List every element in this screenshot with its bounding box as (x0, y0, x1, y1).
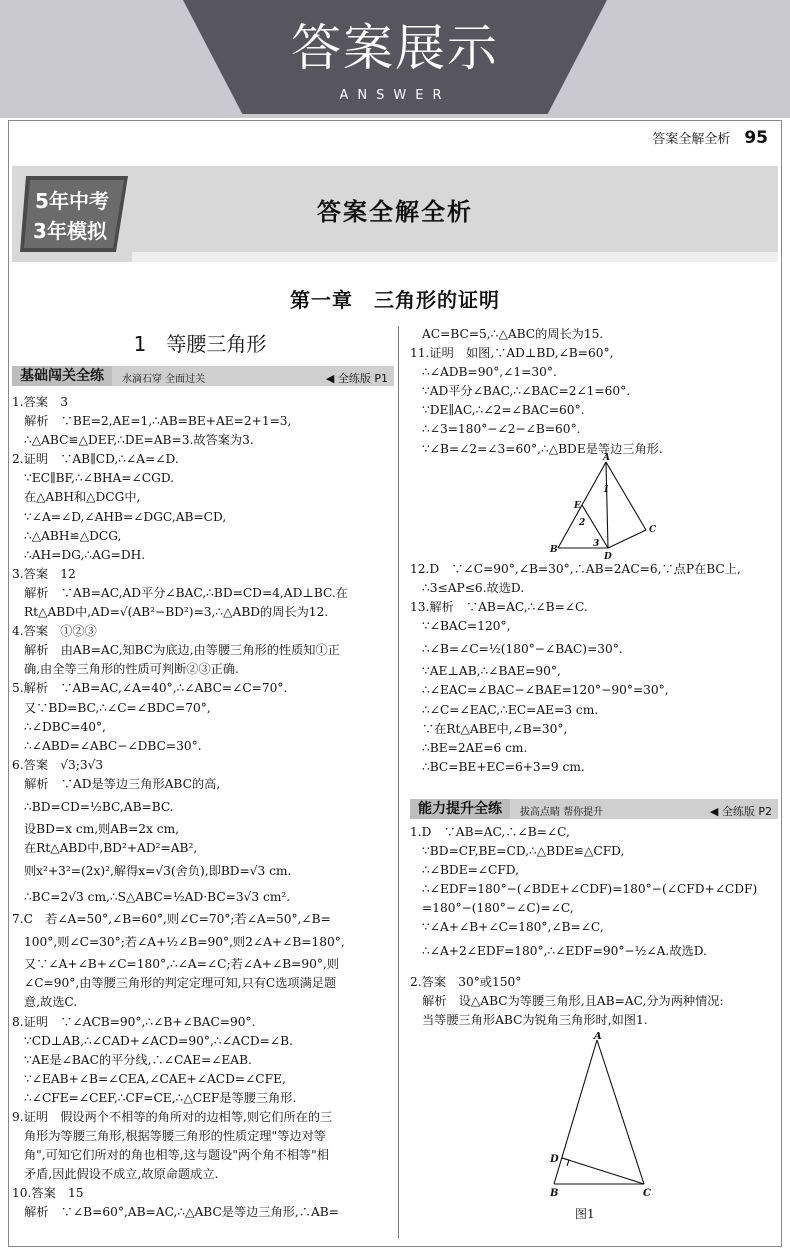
page-number: 95 (744, 128, 768, 148)
column-divider (398, 326, 399, 1238)
fig2-label-c: C (643, 1188, 651, 1199)
text-line: 2.证明 ∵AB∥CD,∴∠A=∠D. (12, 452, 179, 467)
text-line: ∴AH=DG,∴AG=DH. (24, 547, 146, 562)
text-line: ∴∠B=∠C=½(180°−∠BAC)=30°. (422, 642, 623, 657)
right-column-bottom (410, 973, 782, 1030)
text-line: 设BD=x cm,则AB=2x cm, (24, 821, 180, 836)
bar-ref-text: 全练版 P2 (721, 805, 772, 818)
text-line: 又∵BD=BC,∴∠C=∠BDC=70°, (24, 700, 211, 715)
fig1-label-c: C (649, 525, 657, 535)
fig2-label-b: B (550, 1188, 559, 1199)
text-line: ∴△ABH≌△DCG, (24, 528, 122, 543)
text-line: 12.D ∵∠C=90°,∠B=30°,∴AB=2AC=6,∵点P在BC上, (410, 562, 741, 576)
text-line: 意,故选C. (24, 995, 78, 1010)
text-line: 6.答案 √3;3√3 (12, 757, 104, 772)
fig1-label-e: E (574, 501, 581, 511)
text-line: 在△ABH和△DCG中, (24, 490, 141, 505)
text-line: 角",可知它们所对的角也相等,这与题设"两个角不相等"相 (24, 1148, 329, 1163)
left-column (12, 393, 396, 1223)
text-line: 在Rt△ABD中,BD²+AD²=AB², (24, 841, 198, 856)
triangle-figure-1 (540, 1032, 660, 1202)
text-line: ∵DE∥AC,∴∠2=∠BAC=60°. (422, 403, 585, 418)
fig2-label-a: A (594, 1032, 602, 1042)
text-line: ∵AE⊥AB,∴∠BAE=90°, (422, 664, 561, 679)
text-line: 2.答案 30°或150° (410, 975, 522, 989)
text-line: 则x²+3²=(2x)²,解得x=√3(舍负),即BD=√3 cm. (24, 864, 292, 879)
text-line: ∴3≤AP≤6.故选D. (422, 581, 525, 596)
text-line: 3.答案 12 (12, 566, 76, 581)
text-line: ∴∠ABD=∠ABC−∠DBC=30°. (24, 738, 202, 753)
text-line: ∴∠3=180°−∠2−∠B=60°. (422, 422, 581, 437)
text-line: ∵在Rt△ABE中,∠B=30°, (422, 721, 568, 736)
fig1-label-1: 1 (603, 485, 610, 495)
bar-ref: ◀ 全练版 P1 (325, 372, 388, 385)
text-line: ∴∠CFE=∠CEF,∴CF=CE,∴△CEF是等腰三角形. (24, 1090, 297, 1105)
text-line: ∠C=90°,由等腰三角形的判定定理可知,只有C选项满足题 (24, 976, 337, 991)
right-column-advanced (410, 823, 782, 964)
figure-caption: 图1 (575, 1207, 595, 1221)
right-column-top (410, 325, 782, 459)
text-line: ∵AE是∠BAC的平分线,∴∠CAE=∠EAB. (24, 1052, 252, 1067)
text-line: ∵∠B=∠2=∠3=60°,∴△BDE是等边三角形. (422, 441, 663, 456)
bar-ref-text: 全练版 P1 (337, 372, 388, 385)
text-line: 解析 ∵AB=AC,AD平分∠BAC,∴BD=CD=4,AD⊥BC.在 (12, 585, 348, 600)
text-line: ∵EC∥BF,∴∠BHA=∠CGD. (24, 471, 175, 486)
banner-subtitle: ANSWER (339, 88, 451, 103)
fig1-label-3: 3 (593, 539, 600, 549)
text-line: ∴BC=BE+EC=6+3=9 cm. (422, 759, 585, 774)
text-line: 7.C 若∠A=50°,∠B=60°,则∠C=70°;若∠A=50°,∠B= (12, 912, 331, 927)
text-line: 解析 由AB=AC,知BC为底边,由等腰三角形的性质知①正 (12, 643, 340, 658)
text-line: ∴BC=2√3 cm,∴S△ABC=½AD·BC=3√3 cm². (24, 890, 291, 905)
text-line: ∴∠ADB=90°,∠1=30°. (422, 365, 557, 380)
text-line: 角形为等腰三角形,根据等腰三角形的性质定理"等边对等 (24, 1129, 326, 1144)
fig1-label-d: D (604, 552, 612, 562)
main-title: 答案全解全析 (317, 198, 473, 226)
text-line: 确,由全等三角形的性质可判断②③正确. (24, 662, 239, 677)
fig1-label-2: 2 (579, 518, 586, 528)
triangle-figure-q11 (548, 452, 668, 562)
text-line: ∵AD平分∠BAC,∴∠BAC=2∠1=60°. (422, 384, 631, 399)
bar-motto: 水滴石穿 全面过关 (122, 374, 206, 385)
text-line: 1.答案 3 (12, 395, 68, 409)
chapter-title: 第一章 三角形的证明 (290, 288, 500, 312)
section-bar-basic (12, 366, 394, 386)
text-line: AC=BC=5,∴△ABC的周长为15. (422, 327, 604, 341)
page-header-text: 答案全解全析 (652, 132, 731, 147)
text-line: ∵BD=CF,BE=CD,∴△BDE≌△CFD, (422, 844, 625, 859)
text-line: ∴∠A+2∠EDF=180°,∴∠EDF=90°−½∠A.故选D. (422, 943, 707, 958)
text-line: ∴∠EDF=180°−(∠BDE+∠CDF)=180°−(∠CFD+∠CDF) (422, 882, 758, 897)
text-line: 5.解析 ∵AB=AC,∠A=40°,∴∠ABC=∠C=70°. (12, 681, 288, 696)
section-bar-advanced (410, 799, 778, 819)
bar-motto: 拔高点睛 帮你提升 (520, 807, 604, 818)
text-line: ∴∠EAC=∠BAC−∠BAE=120°−90°=30°, (422, 683, 669, 698)
page-header (652, 128, 768, 148)
text-line: 解析 ∵∠B=60°,AB=AC,∴△ABC是等边三角形,∴AB= (12, 1205, 339, 1220)
text-line: ∴∠DBC=40°, (24, 719, 106, 734)
text-line: 10.答案 15 (12, 1186, 84, 1201)
text-line: ∵CD⊥AB,∴∠CAD+∠ACD=90°,∴∠ACD=∠B. (24, 1033, 293, 1048)
logo-line1: 5年中考 (35, 189, 109, 213)
text-line: 当等腰三角形ABC为锐角三角形时,如图1. (422, 1013, 648, 1028)
text-line: ∴△ABC≌△DEF,∴DE=AB=3.故答案为3. (24, 433, 254, 448)
bar-tag: 能力提升全练 (410, 799, 510, 819)
fig1-label-b: B (550, 545, 558, 555)
text-line: 100°,则∠C=30°;若∠A+½∠B=90°,则2∠A+∠B=180°, (24, 935, 345, 950)
text-line: ∴∠C=∠EAC,∴EC=AE=3 cm. (422, 702, 599, 717)
text-line: 解析 设△ABC为等腰三角形,且AB=AC,分为两种情况: (410, 994, 724, 1009)
text-line: 11.证明 如图,∵AD⊥BD,∠B=60°, (410, 346, 614, 361)
text-line: 8.证明 ∵∠ACB=90°,∴∠B+∠BAC=90°. (12, 1014, 256, 1029)
text-line: ∴BE=2AE=6 cm. (422, 740, 528, 755)
text-line: ∵∠BAC=120°, (422, 619, 511, 634)
text-line: 9.证明 假设两个不相等的角所对的边相等,则它们所在的三 (12, 1110, 333, 1124)
text-line: 4.答案 ①②③ (12, 624, 97, 639)
bar-tag: 基础闯关全练 (12, 366, 112, 386)
text-line: =180°−(180°−∠C)=∠C, (422, 901, 574, 916)
text-line: ∵∠EAB+∠B=∠CEA,∠CAE+∠ACD=∠CFE, (24, 1071, 286, 1086)
banner-title: 答案展示 (291, 19, 499, 77)
text-line: Rt△ABD中,AD=√(AB²−BD²)=3,∴△ABD的周长为12. (24, 605, 329, 620)
text-line: ∴∠BDE=∠CFD, (422, 863, 520, 878)
fig1-label-a: A (603, 453, 610, 463)
text-line: 1.D ∵AB=AC,∴∠B=∠C, (410, 825, 570, 839)
text-line: 解析 ∵AD是等边三角形ABC的高, (12, 776, 221, 791)
logo-line2: 3年模拟 (33, 219, 107, 243)
bar-ref: ◀ 全练版 P2 (709, 805, 772, 818)
text-line: 解析 ∵BE=2,AE=1,∴AB=BE+AE=2+1=3, (12, 414, 292, 429)
text-line: ∵∠A+∠B+∠C=180°,∠B=∠C, (422, 920, 604, 935)
fig2-label-d: D (550, 1154, 559, 1165)
section-title: 1 等腰三角形 (133, 332, 267, 356)
right-column-mid (410, 560, 782, 777)
text-line: ∵∠A=∠D,∠AHB=∠DGC,AB=CD, (24, 509, 227, 524)
text-line: 矛盾,因此假设不成立,故原命题成立. (24, 1167, 219, 1182)
text-line: 又∵∠A+∠B+∠C=180°,∴∠A=∠C;若∠A+∠B=90°,则 (24, 957, 340, 972)
text-line: ∴BD=CD=½BC,AB=BC. (24, 799, 174, 814)
text-line: 13.解析 ∵AB=AC,∴∠B=∠C. (410, 600, 588, 615)
